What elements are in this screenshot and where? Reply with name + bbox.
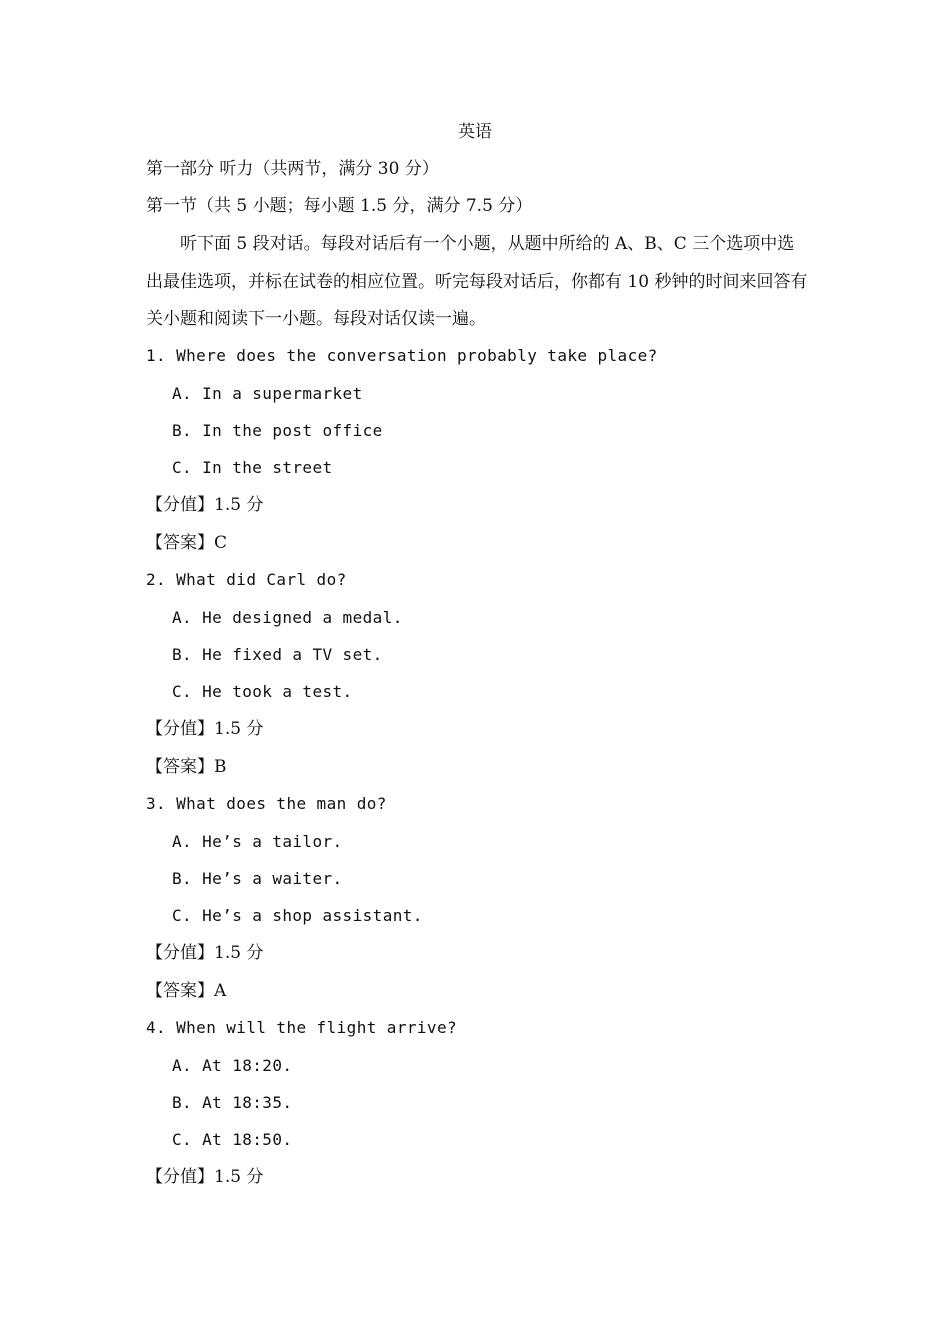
question-text: 1. Where does the conversation probably take place? [146, 346, 658, 365]
question-text: 2. What did Carl do? [146, 570, 347, 589]
answer-label: 【答案】C [146, 533, 228, 553]
option-c: C. He took a test. [172, 682, 353, 701]
option-a: A. He designed a medal. [172, 608, 403, 627]
page-title: 英语 [458, 122, 492, 142]
option-b: B. In the post office [172, 421, 383, 440]
option-a: A. In a supermarket [172, 384, 363, 403]
score-label: 【分值】1.5 分 [146, 495, 264, 515]
option-b: B. At 18:35. [172, 1093, 293, 1112]
option-a: A. At 18:20. [172, 1056, 293, 1075]
instructions-paragraph: 听下面 5 段对话。每段对话后有一个小题，从题中所给的 A、B、C 三个选项中选出最佳选项，并标在试卷的相应位置。听完每段对话后，你都有 10 秒钟的时间来回答有关小题和阅读下一小题。每段对话仅读一遍。 [146, 234, 808, 329]
option-c: C. In the street [172, 458, 333, 477]
option-b: B. He’s a waiter. [172, 869, 343, 888]
question-text: 3. What does the man do? [146, 794, 387, 813]
option-c: C. He’s a shop assistant. [172, 906, 423, 925]
answer-label: 【答案】B [146, 757, 227, 777]
question-text: 4. When will the flight arrive? [146, 1018, 458, 1037]
section-heading: 第一节（共 5 小题；每小题 1.5 分，满分 7.5 分） [146, 196, 533, 216]
score-label: 【分值】1.5 分 [146, 943, 264, 963]
score-label: 【分值】1.5 分 [146, 719, 264, 739]
option-b: B. He fixed a TV set. [172, 645, 383, 664]
part-heading: 第一部分 听力（共两节，满分 30 分） [146, 159, 439, 179]
option-c: C. At 18:50. [172, 1130, 293, 1149]
option-a: A. He’s a tailor. [172, 832, 343, 851]
answer-label: 【答案】A [146, 981, 227, 1001]
score-label: 【分值】1.5 分 [146, 1167, 264, 1187]
